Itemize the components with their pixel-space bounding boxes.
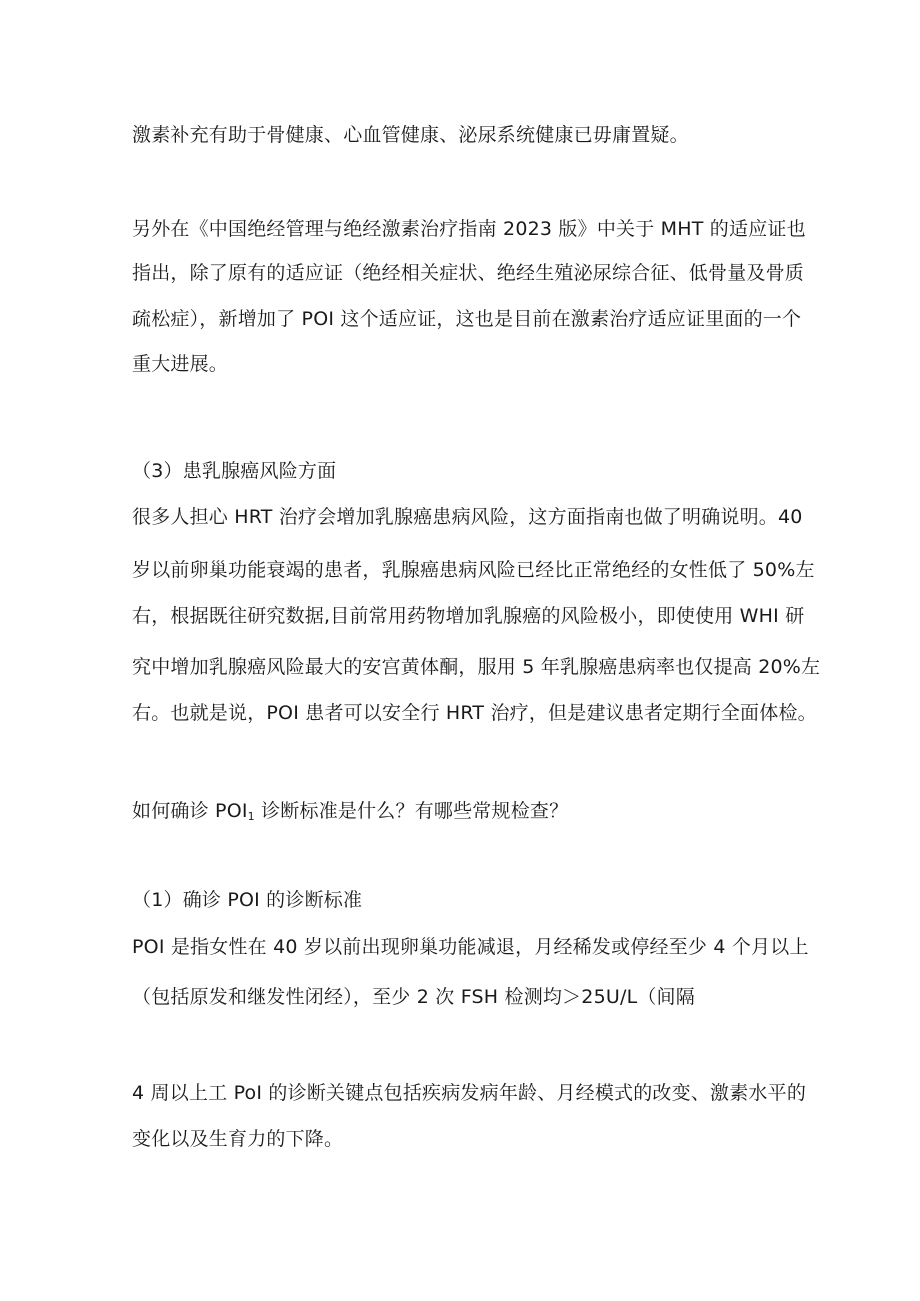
paragraph-hormone-benefits: 激素补充有助于骨健康、心血管健康、泌尿系统健康已毋庸置疑。	[132, 124, 689, 146]
paragraph-risk-line-2: 岁以前卵巢功能衰竭的患者，乳腺癌患病风险已经比正常绝经的女性低了 50%左	[132, 559, 815, 581]
paragraph-guideline-line-4: 重大进展。	[132, 353, 229, 375]
question-text-before: 如何确诊 POI	[132, 800, 248, 822]
paragraph-guideline-line-3: 疏松症），新增加了 POI 这个适应证，这也是目前在激素治疗适应证里面的一个	[132, 308, 802, 330]
paragraph-key-points-line-2: 变化以及生育力的下降。	[132, 1128, 344, 1150]
paragraph-criteria-line-1: POI 是指女性在 40 岁以前出现卵巢功能减退，月经稀发或停经至少 4 个月以上	[132, 936, 809, 958]
paragraph-guideline-line-2: 指出，除了原有的适应证（绝经相关症状、绝经生殖泌尿综合征、低骨量及骨质	[132, 262, 805, 284]
paragraph-risk-line-3: 右，根据既往研究数据,目前常用药物增加乳腺癌的风险极小，即使使用 WHI 研	[132, 605, 805, 627]
section-heading-diagnosis-criteria: （1）确诊 POI 的诊断标准	[132, 889, 363, 911]
section-heading-breast-cancer-risk: （3）患乳腺癌风险方面	[132, 460, 337, 482]
question-subscript: 1	[247, 810, 255, 823]
paragraph-risk-line-4: 究中增加乳腺癌风险最大的安宫黄体酮，服用 5 年乳腺癌患病率也仅提高 20%左	[132, 656, 821, 678]
paragraph-risk-line-1: 很多人担心 HRT 治疗会增加乳腺癌患病风险，这方面指南也做了明确说明。40	[132, 506, 803, 528]
question-heading-diagnosis	[132, 798, 568, 824]
question-text-after: 诊断标准是什么？有哪些常规检查？	[254, 800, 569, 822]
paragraph-criteria-line-2: （包括原发和继发性闭经），至少 2 次 FSH 检测均＞25U/L（间隔	[132, 986, 695, 1008]
paragraph-key-points-line-1: 4 周以上工 PoI 的诊断关键点包括疾病发病年龄、月经模式的改变、激素水平的	[132, 1082, 807, 1104]
paragraph-guideline-line-1: 另外在《中国绝经管理与绝经激素治疗指南 2023 版》中关于 MHT 的适应证也	[132, 218, 806, 240]
paragraph-risk-line-5: 右。也就是说，POI 患者可以安全行 HRT 治疗，但是建议患者定期行全面体检。	[132, 702, 817, 724]
